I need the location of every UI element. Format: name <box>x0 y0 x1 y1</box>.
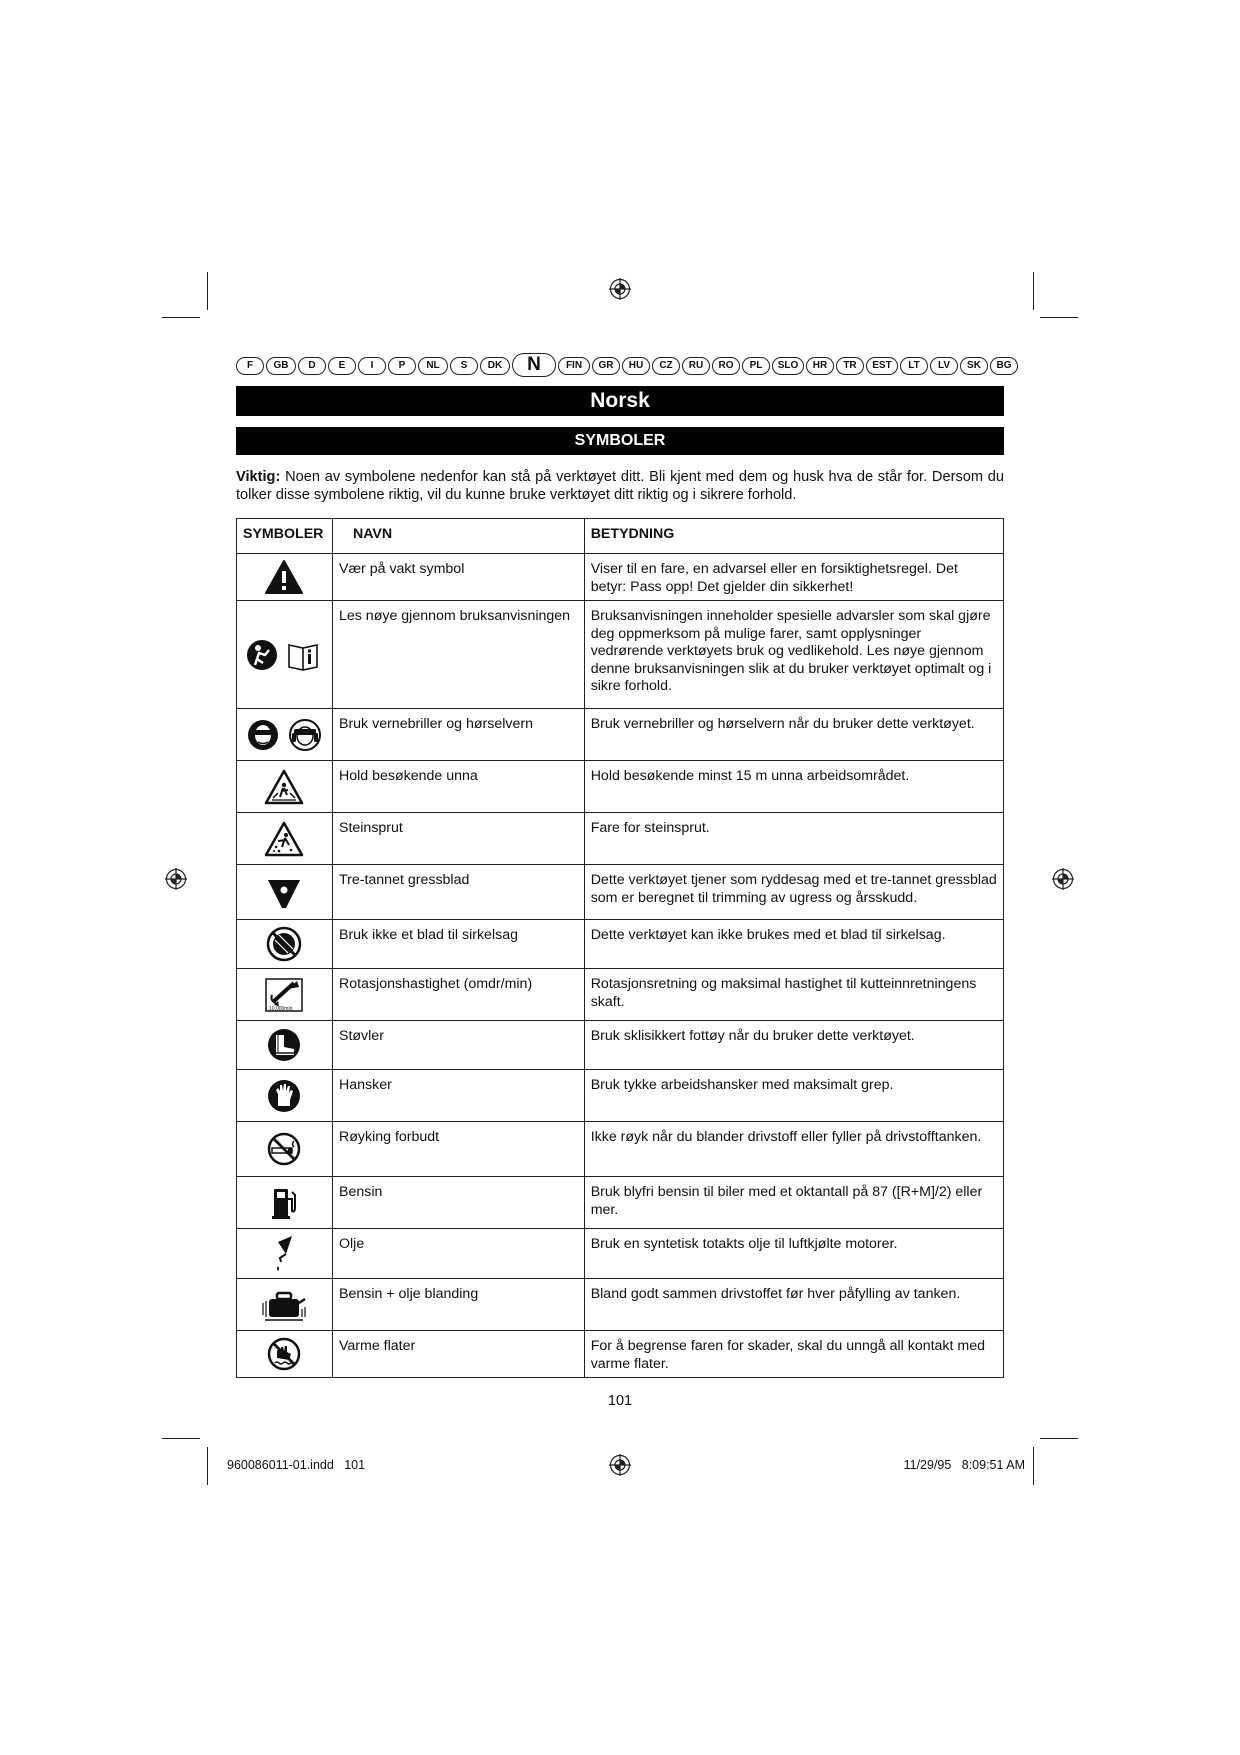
symbol-meaning: Hold besøkende minst 15 m unna arbeidsområdet. <box>584 761 1003 813</box>
language-tab-pl[interactable]: PL <box>742 357 770 375</box>
table-row <box>237 1177 1004 1229</box>
symbol-name: Støvler <box>332 1021 584 1070</box>
symbol-meaning: Bruk en syntetisk totakts olje til luftkjølte motorer. <box>584 1229 1003 1279</box>
language-tab-tr[interactable]: TR <box>836 357 864 375</box>
symbol-cell <box>237 1122 333 1177</box>
language-tab-s[interactable]: S <box>450 357 478 375</box>
crop-mark <box>207 1447 208 1485</box>
crop-mark <box>162 1438 200 1439</box>
language-tab-bg[interactable]: BG <box>990 357 1018 375</box>
registration-mark-icon <box>609 278 631 300</box>
gloves-icon <box>264 1087 304 1103</box>
language-tab-ru[interactable]: RU <box>682 357 710 375</box>
symbol-cell <box>237 709 333 761</box>
table-row <box>237 1122 1004 1177</box>
section-title: SYMBOLER <box>236 427 1004 455</box>
symbol-meaning: Fare for steinsprut. <box>584 813 1003 865</box>
intro-label: Viktig: <box>236 469 281 485</box>
read-manual-icon <box>245 646 323 662</box>
language-tab-lt[interactable]: LT <box>900 357 928 375</box>
symbol-name: Olje <box>332 1229 584 1279</box>
no-saw-blade-icon <box>264 936 304 952</box>
intro-paragraph <box>236 468 1004 504</box>
symbol-cell <box>237 1331 333 1378</box>
oil-can-icon <box>264 1245 304 1261</box>
symbol-name: Røyking forbudt <box>332 1122 584 1177</box>
rotation-speed-icon <box>264 986 304 1012</box>
language-tab-bar <box>236 354 1012 377</box>
boots-icon <box>264 1037 304 1053</box>
svg-text:10,000min: 10,000min <box>269 1005 293 1012</box>
language-tab-p[interactable]: P <box>388 357 416 375</box>
file-slug: 960086011-01.indd 101 <box>227 1458 366 1472</box>
table-row <box>237 1229 1004 1279</box>
language-tab-lv[interactable]: LV <box>930 357 958 375</box>
symbol-name: Hold besøkende unna <box>332 761 584 813</box>
symbol-cell <box>237 969 333 1021</box>
table-row <box>237 1021 1004 1070</box>
symbol-meaning: Viser til en fare, en advarsel eller en forsiktighetsregel. Det betyr: Pass opp! Det gjelder din sikkerhet! <box>584 554 1003 601</box>
three-tooth-blade-icon <box>264 884 304 900</box>
language-tab-f[interactable]: F <box>236 357 264 375</box>
symbol-name: Varme flater <box>332 1331 584 1378</box>
table-row <box>237 920 1004 969</box>
column-header-meaning: BETYDNING <box>584 519 1003 554</box>
symbol-cell <box>237 1229 333 1279</box>
symbol-meaning: Dette verktøyet tjener som ryddesag med et tre-tannet gressblad som er beregnet til trimming av ugress og årsskudd. <box>584 865 1003 920</box>
symbol-meaning: Ikke røyk når du blander drivstoff eller fyller på drivstofftanken. <box>584 1122 1003 1177</box>
symbol-cell <box>237 865 333 920</box>
keep-bystanders-away-icon <box>264 778 304 794</box>
registration-mark-icon <box>609 1454 631 1476</box>
symbol-name: Rotasjonshastighet (omdr/min) <box>332 969 584 1021</box>
symbol-cell <box>237 920 333 969</box>
symbol-name: Bruk ikke et blad til sirkelsag <box>332 920 584 969</box>
symbol-cell <box>237 1279 333 1331</box>
table-row <box>237 601 1004 709</box>
table-row <box>237 554 1004 601</box>
crop-mark <box>1033 1447 1034 1485</box>
language-title: Norsk <box>236 386 1004 416</box>
language-tab-est[interactable]: EST <box>866 357 898 375</box>
language-tab-e[interactable]: E <box>328 357 356 375</box>
symbol-meaning: Rotasjonsretning og maksimal hastighet til kutteinnretningens skaft. <box>584 969 1003 1021</box>
language-tab-slo[interactable]: SLO <box>772 357 804 375</box>
symbol-cell <box>237 1177 333 1229</box>
language-tab-gb[interactable]: GB <box>266 357 296 375</box>
print-timestamp: 11/29/95 8:09:51 AM <box>903 1458 1025 1472</box>
crop-mark <box>162 317 200 318</box>
language-tab-nl[interactable]: NL <box>418 357 448 375</box>
flying-debris-icon <box>264 830 304 846</box>
column-header-symbols: SYMBOLER <box>237 519 333 554</box>
table-row <box>237 813 1004 865</box>
symbol-name: Steinsprut <box>332 813 584 865</box>
crop-mark <box>1033 272 1034 310</box>
symbol-name: Tre-tannet gressblad <box>332 865 584 920</box>
symbol-name: Bensin <box>332 1177 584 1229</box>
symbol-meaning: Bruk tykke arbeidshansker med maksimalt grep. <box>584 1070 1003 1122</box>
language-tab-i[interactable]: I <box>358 357 386 375</box>
registration-mark-icon <box>1052 868 1074 890</box>
symbol-meaning: Bruk vernebriller og hørselvern når du bruker dette verktøyet. <box>584 709 1003 761</box>
table-row <box>237 1331 1004 1378</box>
symbol-cell <box>237 554 333 601</box>
page-number: 101 <box>607 1393 633 1409</box>
crop-mark <box>1040 1438 1078 1439</box>
crop-mark <box>207 272 208 310</box>
registration-mark-icon <box>165 868 187 890</box>
language-tab-dk[interactable]: DK <box>480 357 510 375</box>
language-tab-fin[interactable]: FIN <box>558 357 590 375</box>
crop-mark <box>1040 317 1078 318</box>
symbols-table <box>236 518 1004 1378</box>
symbol-cell <box>237 813 333 865</box>
table-header-row <box>237 519 1004 554</box>
symbol-name: Bruk vernebriller og hørselvern <box>332 709 584 761</box>
language-tab-hu[interactable]: HU <box>622 357 650 375</box>
symbol-name: Hansker <box>332 1070 584 1122</box>
language-tab-n[interactable]: N <box>512 353 556 377</box>
table-row <box>237 761 1004 813</box>
symbol-name: Vær på vakt symbol <box>332 554 584 601</box>
symbol-meaning: Bruk blyfri bensin til biler med et oktantall på 87 ([R+M]/2) eller mer. <box>584 1177 1003 1229</box>
language-tab-gr[interactable]: GR <box>592 357 620 375</box>
symbol-cell <box>237 1070 333 1122</box>
fuel-pump-icon <box>264 1194 304 1210</box>
symbol-name: Les nøye gjennom bruksanvisningen <box>332 601 584 709</box>
table-row <box>237 865 1004 920</box>
symbol-meaning: For å begrense faren for skader, skal du unngå all kontakt med varme flater. <box>584 1331 1003 1378</box>
table-row <box>237 1070 1004 1122</box>
fuel-mix-icon <box>259 1296 309 1312</box>
no-smoking-icon <box>264 1141 304 1157</box>
warning-triangle-icon <box>264 569 304 585</box>
symbol-cell <box>237 761 333 813</box>
language-tab-cz[interactable]: CZ <box>652 357 680 375</box>
table-row <box>237 1279 1004 1331</box>
language-tab-d[interactable]: D <box>298 357 326 375</box>
language-tab-ro[interactable]: RO <box>712 357 740 375</box>
table-row <box>237 709 1004 761</box>
symbol-cell <box>237 601 333 709</box>
language-tab-sk[interactable]: SK <box>960 357 988 375</box>
hot-surface-icon <box>264 1346 304 1362</box>
language-tab-hr[interactable]: HR <box>806 357 834 375</box>
symbol-meaning: Bruksanvisningen inneholder spesielle advarsler som skal gjøre deg oppmerksom på mulige farer, samt opplysninger vedrørende verktøyets bruk og vedlikehold. Les nøye gjennom denne bruksanvisningen slik at du bruker verktøyet optimalt og i sikre forhold. <box>584 601 1003 709</box>
column-header-name: NAVN <box>332 519 584 554</box>
table-row <box>237 969 1004 1021</box>
symbol-meaning: Dette verktøyet kan ikke brukes med et blad til sirkelsag. <box>584 920 1003 969</box>
eye-ear-protection-icon <box>245 726 323 742</box>
symbol-name: Bensin + olje blanding <box>332 1279 584 1331</box>
symbol-cell <box>237 1021 333 1070</box>
intro-text: Noen av symbolene nedenfor kan stå på verktøyet ditt. Bli kjent med dem og husk hva de står for. Dersom du tolker disse symbolene riktig, vil du kunne bruke verktøyet ditt riktig og i sikrere forhold. <box>236 469 1004 503</box>
symbol-meaning: Bruk sklisikkert fottøy når du bruker dette verktøyet. <box>584 1021 1003 1070</box>
symbol-meaning: Bland godt sammen drivstoffet før hver påfylling av tanken. <box>584 1279 1003 1331</box>
